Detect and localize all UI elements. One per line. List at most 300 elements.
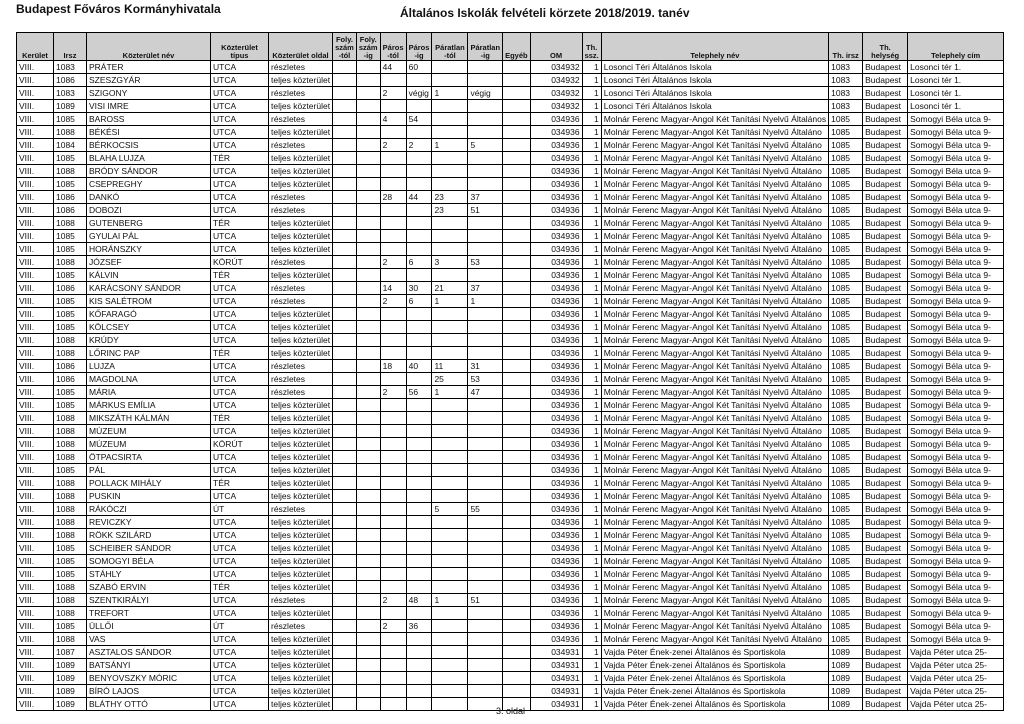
column-header: Th. ssz. xyxy=(582,33,601,61)
table-cell xyxy=(406,204,432,217)
table-cell: JÓZSEF xyxy=(87,256,211,269)
table-cell xyxy=(406,425,432,438)
table-cell xyxy=(380,659,406,672)
table-cell xyxy=(432,555,468,568)
table-cell xyxy=(356,282,380,295)
table-cell: 1085 xyxy=(829,503,863,516)
table-row xyxy=(17,74,1004,87)
table-cell xyxy=(333,503,357,516)
table-cell: TÉR xyxy=(211,217,269,230)
table-cell xyxy=(468,633,503,646)
table-cell: 034936 xyxy=(530,542,582,555)
table-cell xyxy=(468,568,503,581)
table-row xyxy=(17,360,1004,373)
table-cell: 1 xyxy=(432,295,468,308)
table-cell xyxy=(503,581,531,594)
table-cell: VIII. xyxy=(17,308,54,321)
table-cell xyxy=(380,555,406,568)
table-row xyxy=(17,412,1004,425)
table-cell: 1085 xyxy=(829,464,863,477)
table-cell: részletes xyxy=(269,61,333,74)
table-cell: Somogyi Béla utca 9- xyxy=(908,139,1004,152)
table-cell: Budapest xyxy=(863,698,908,711)
table-cell xyxy=(356,113,380,126)
table-row xyxy=(17,230,1004,243)
table-cell: VIII. xyxy=(17,113,54,126)
table-cell: VIII. xyxy=(17,425,54,438)
column-header: Th. helység xyxy=(863,33,908,61)
table-cell: 1 xyxy=(582,633,601,646)
table-cell: 034936 xyxy=(530,581,582,594)
table-cell: részletes xyxy=(269,139,333,152)
table-cell: UTCA xyxy=(211,594,269,607)
table-cell xyxy=(503,360,531,373)
table-cell xyxy=(468,490,503,503)
table-cell xyxy=(432,477,468,490)
table-cell xyxy=(333,269,357,282)
table-cell xyxy=(356,685,380,698)
table-cell: 54 xyxy=(406,113,432,126)
table-cell xyxy=(503,269,531,282)
table-cell xyxy=(356,334,380,347)
table-cell xyxy=(468,542,503,555)
table-cell: TÉR xyxy=(211,269,269,282)
table-cell: RÖKK SZILÁRD xyxy=(87,529,211,542)
table-cell: Budapest xyxy=(863,100,908,113)
table-cell: teljes közterület xyxy=(269,581,333,594)
table-cell xyxy=(432,529,468,542)
table-cell: VIII. xyxy=(17,490,54,503)
table-cell xyxy=(468,269,503,282)
table-cell: Somogyi Béla utca 9- xyxy=(908,464,1004,477)
table-cell xyxy=(503,451,531,464)
table-cell: 1 xyxy=(582,152,601,165)
table-cell: Vajda Péter utca 25- xyxy=(908,646,1004,659)
table-cell: VIII. xyxy=(17,191,54,204)
table-cell: TÉR xyxy=(211,152,269,165)
table-cell: teljes közterület xyxy=(269,490,333,503)
table-row xyxy=(17,646,1004,659)
table-cell: KÖLCSEY xyxy=(87,321,211,334)
district-table xyxy=(16,32,1004,711)
table-cell: 1 xyxy=(582,269,601,282)
table-cell: PÁL xyxy=(87,464,211,477)
table-cell: Budapest xyxy=(863,503,908,516)
table-cell: 1085 xyxy=(829,295,863,308)
table-cell xyxy=(356,477,380,490)
table-cell: Molnár Ferenc Magyar-Angol Két Tanítási Nyelvű Általáno xyxy=(601,399,828,412)
table-cell xyxy=(356,555,380,568)
table-cell: Budapest xyxy=(863,178,908,191)
table-cell: 1085 xyxy=(829,490,863,503)
table-cell: MIKSZÁTH KÁLMÁN xyxy=(87,412,211,425)
table-cell: 034936 xyxy=(530,152,582,165)
table-cell xyxy=(503,477,531,490)
table-cell: 1 xyxy=(582,126,601,139)
table-cell xyxy=(333,113,357,126)
table-cell xyxy=(406,373,432,386)
table-cell: TÉR xyxy=(211,581,269,594)
table-cell: 1088 xyxy=(54,633,87,646)
table-cell xyxy=(356,399,380,412)
table-cell: Molnár Ferenc Magyar-Angol Két Tanítási Nyelvű Általáno xyxy=(601,282,828,295)
table-cell xyxy=(380,100,406,113)
table-cell: GUTENBERG xyxy=(87,217,211,230)
table-cell: 1085 xyxy=(54,542,87,555)
table-cell xyxy=(406,659,432,672)
table-cell xyxy=(468,529,503,542)
table-cell xyxy=(503,61,531,74)
table-cell xyxy=(356,230,380,243)
table-cell: 1 xyxy=(582,607,601,620)
table-cell xyxy=(432,542,468,555)
table-cell: Budapest xyxy=(863,126,908,139)
table-cell: 1087 xyxy=(54,646,87,659)
table-cell: UTCA xyxy=(211,321,269,334)
table-cell: 2 xyxy=(380,139,406,152)
table-cell: ÚT xyxy=(211,503,269,516)
table-cell xyxy=(406,178,432,191)
table-cell: Somogyi Béla utca 9- xyxy=(908,607,1004,620)
table-cell: VIII. xyxy=(17,61,54,74)
table-cell: Budapest xyxy=(863,243,908,256)
table-cell: 1086 xyxy=(54,74,87,87)
table-cell: VIII. xyxy=(17,399,54,412)
table-cell xyxy=(356,607,380,620)
table-cell: 034936 xyxy=(530,204,582,217)
table-cell: 1 xyxy=(582,477,601,490)
table-cell xyxy=(333,61,357,74)
table-cell xyxy=(503,594,531,607)
table-cell xyxy=(432,464,468,477)
table-cell xyxy=(468,425,503,438)
table-cell: 1 xyxy=(582,581,601,594)
table-cell: 1089 xyxy=(54,685,87,698)
table-cell: Molnár Ferenc Magyar-Angol Két Tanítási Nyelvű Általáno xyxy=(601,620,828,633)
table-cell: 1 xyxy=(582,87,601,100)
table-cell: UTCA xyxy=(211,126,269,139)
table-cell xyxy=(503,503,531,516)
table-cell xyxy=(406,217,432,230)
table-cell: 1085 xyxy=(829,373,863,386)
table-cell: VIII. xyxy=(17,74,54,87)
table-cell xyxy=(468,516,503,529)
table-cell: 56 xyxy=(406,386,432,399)
table-cell: 034936 xyxy=(530,451,582,464)
table-cell xyxy=(333,243,357,256)
table-cell: 1 xyxy=(432,386,468,399)
table-cell: részletes xyxy=(269,620,333,633)
table-cell xyxy=(406,646,432,659)
table-cell: Budapest xyxy=(863,555,908,568)
table-cell: 1085 xyxy=(829,191,863,204)
table-cell: VIII. xyxy=(17,282,54,295)
table-cell: LŐRINC PAP xyxy=(87,347,211,360)
table-cell: Somogyi Béla utca 9- xyxy=(908,334,1004,347)
table-cell xyxy=(503,152,531,165)
table-cell: 1 xyxy=(582,438,601,451)
table-cell xyxy=(468,685,503,698)
table-cell: 1085 xyxy=(829,165,863,178)
table-cell xyxy=(380,438,406,451)
table-cell: UTCA xyxy=(211,100,269,113)
table-cell xyxy=(468,659,503,672)
table-cell: 1085 xyxy=(829,360,863,373)
table-cell: KÁLVIN xyxy=(87,269,211,282)
table-cell xyxy=(356,672,380,685)
table-cell xyxy=(468,438,503,451)
table-cell: 2 xyxy=(380,386,406,399)
table-cell: 2 xyxy=(380,295,406,308)
table-cell: 034932 xyxy=(530,61,582,74)
table-cell: SZENTKIRÁLYI xyxy=(87,594,211,607)
table-cell: ASZTALOS SÁNDOR xyxy=(87,646,211,659)
table-cell: 1085 xyxy=(829,256,863,269)
table-cell xyxy=(503,178,531,191)
table-cell xyxy=(356,620,380,633)
table-cell: 1085 xyxy=(829,152,863,165)
table-cell: Molnár Ferenc Magyar-Angol Két Tanítási Nyelvű Általános xyxy=(601,113,828,126)
table-cell: 034936 xyxy=(530,360,582,373)
table-cell: részletes xyxy=(269,594,333,607)
table-cell: részletes xyxy=(269,191,333,204)
table-cell: Budapest xyxy=(863,256,908,269)
table-cell xyxy=(356,295,380,308)
table-cell: Budapest xyxy=(863,230,908,243)
table-cell xyxy=(333,581,357,594)
table-cell: Losonci Téri Általános Iskola xyxy=(601,61,828,74)
table-cell: végig xyxy=(406,87,432,100)
table-cell: VIII. xyxy=(17,100,54,113)
table-row xyxy=(17,672,1004,685)
table-cell: Vajda Péter utca 25- xyxy=(908,672,1004,685)
table-cell: VIII. xyxy=(17,295,54,308)
table-row xyxy=(17,347,1004,360)
table-cell: Losonci Téri Általános Iskola xyxy=(601,87,828,100)
table-cell: 1085 xyxy=(829,347,863,360)
table-cell: Vajda Péter Ének-zenei Általános és Sportiskola xyxy=(601,646,828,659)
table-cell xyxy=(356,87,380,100)
table-cell: 1085 xyxy=(829,269,863,282)
table-cell xyxy=(356,659,380,672)
table-cell xyxy=(333,464,357,477)
table-cell: 1 xyxy=(582,256,601,269)
table-row xyxy=(17,165,1004,178)
table-cell: Somogyi Béla utca 9- xyxy=(908,451,1004,464)
table-cell: teljes közterület xyxy=(269,529,333,542)
table-cell: Somogyi Béla utca 9- xyxy=(908,204,1004,217)
table-row xyxy=(17,334,1004,347)
table-cell: 034936 xyxy=(530,490,582,503)
table-cell xyxy=(503,334,531,347)
table-cell: Somogyi Béla utca 9- xyxy=(908,633,1004,646)
table-cell: UTCA xyxy=(211,399,269,412)
table-cell: Somogyi Béla utca 9- xyxy=(908,308,1004,321)
table-cell: TÉR xyxy=(211,412,269,425)
table-row xyxy=(17,386,1004,399)
table-cell: Losonci tér 1. xyxy=(908,61,1004,74)
table-cell: 034936 xyxy=(530,607,582,620)
table-cell xyxy=(432,61,468,74)
table-cell: 034936 xyxy=(530,256,582,269)
column-header: Páros -ig xyxy=(406,33,432,61)
table-row xyxy=(17,607,1004,620)
table-cell: 1 xyxy=(582,412,601,425)
table-cell xyxy=(406,321,432,334)
table-cell: 1 xyxy=(432,87,468,100)
table-cell xyxy=(432,685,468,698)
table-cell: Budapest xyxy=(863,295,908,308)
table-cell: 1088 xyxy=(54,607,87,620)
table-cell: teljes közterület xyxy=(269,308,333,321)
table-cell: Somogyi Béla utca 9- xyxy=(908,412,1004,425)
table-cell: 1088 xyxy=(54,217,87,230)
table-cell xyxy=(503,672,531,685)
table-cell: VIII. xyxy=(17,659,54,672)
table-cell: VIII. xyxy=(17,139,54,152)
table-cell: 1 xyxy=(582,321,601,334)
table-cell xyxy=(406,399,432,412)
table-cell: 1085 xyxy=(54,243,87,256)
table-cell xyxy=(406,607,432,620)
table-cell: 18 xyxy=(380,360,406,373)
table-cell xyxy=(356,243,380,256)
table-cell: 1085 xyxy=(829,581,863,594)
table-cell: végig xyxy=(468,87,503,100)
table-cell: 1085 xyxy=(54,113,87,126)
table-cell xyxy=(380,269,406,282)
table-cell xyxy=(333,633,357,646)
table-cell: ÚT xyxy=(211,620,269,633)
table-cell: 60 xyxy=(406,61,432,74)
table-cell xyxy=(432,490,468,503)
table-cell xyxy=(333,386,357,399)
table-cell: 1 xyxy=(582,672,601,685)
table-row xyxy=(17,542,1004,555)
table-cell: Molnár Ferenc Magyar-Angol Két Tanítási Nyelvű Általáno xyxy=(601,334,828,347)
table-cell: Somogyi Béla utca 9- xyxy=(908,477,1004,490)
table-cell: 034936 xyxy=(530,412,582,425)
table-cell: Budapest xyxy=(863,659,908,672)
table-cell: 034936 xyxy=(530,529,582,542)
table-cell xyxy=(503,555,531,568)
table-cell: 1089 xyxy=(54,698,87,711)
table-cell xyxy=(356,100,380,113)
table-cell: 034931 xyxy=(530,646,582,659)
table-cell: 1088 xyxy=(54,490,87,503)
table-cell: teljes közterület xyxy=(269,217,333,230)
table-cell: DOBOZI xyxy=(87,204,211,217)
table-cell xyxy=(380,451,406,464)
table-cell: 1088 xyxy=(54,438,87,451)
table-cell xyxy=(356,126,380,139)
table-cell: VIII. xyxy=(17,516,54,529)
table-cell: 11 xyxy=(432,360,468,373)
table-cell: 034936 xyxy=(530,269,582,282)
table-cell xyxy=(406,412,432,425)
table-cell: Budapest xyxy=(863,412,908,425)
table-cell xyxy=(503,217,531,230)
table-row xyxy=(17,581,1004,594)
table-cell: 1085 xyxy=(54,399,87,412)
table-cell: 1 xyxy=(582,646,601,659)
table-cell: 1089 xyxy=(829,698,863,711)
table-cell: 6 xyxy=(406,295,432,308)
table-cell xyxy=(356,490,380,503)
table-row xyxy=(17,308,1004,321)
table-cell xyxy=(432,243,468,256)
organization-name: Budapest Főváros Kormányhivatala xyxy=(16,2,221,16)
table-cell xyxy=(432,620,468,633)
table-cell xyxy=(380,334,406,347)
table-cell xyxy=(468,178,503,191)
table-cell: 1085 xyxy=(829,516,863,529)
table-cell: Molnár Ferenc Magyar-Angol Két Tanítási Nyelvű Általáno xyxy=(601,412,828,425)
table-cell xyxy=(406,568,432,581)
table-cell: SZIGONY xyxy=(87,87,211,100)
table-cell xyxy=(356,360,380,373)
table-cell: BÉKÉSI xyxy=(87,126,211,139)
table-cell: UTCA xyxy=(211,178,269,191)
table-cell: teljes közterület xyxy=(269,152,333,165)
table-cell xyxy=(406,529,432,542)
table-cell xyxy=(503,516,531,529)
table-cell xyxy=(356,74,380,87)
table-cell xyxy=(356,256,380,269)
table-cell: 1085 xyxy=(54,555,87,568)
table-cell: VIII. xyxy=(17,529,54,542)
table-cell xyxy=(333,87,357,100)
table-cell xyxy=(432,100,468,113)
table-cell xyxy=(333,685,357,698)
table-cell: 1088 xyxy=(54,529,87,542)
table-cell: Molnár Ferenc Magyar-Angol Két Tanítási Nyelvű Általáno xyxy=(601,217,828,230)
table-cell: 1 xyxy=(582,464,601,477)
table-cell: UTCA xyxy=(211,386,269,399)
table-cell: 034936 xyxy=(530,503,582,516)
table-cell: 1085 xyxy=(829,308,863,321)
table-cell: VISI IMRE xyxy=(87,100,211,113)
table-cell: KIS SALÉTROM xyxy=(87,295,211,308)
table-cell: Budapest xyxy=(863,477,908,490)
table-cell: 1 xyxy=(582,529,601,542)
table-cell xyxy=(432,230,468,243)
table-cell xyxy=(406,542,432,555)
table-cell xyxy=(333,698,357,711)
table-cell xyxy=(333,373,357,386)
table-cell xyxy=(432,425,468,438)
table-cell: UTCA xyxy=(211,698,269,711)
table-cell xyxy=(333,217,357,230)
table-cell: 1085 xyxy=(829,386,863,399)
table-cell xyxy=(356,165,380,178)
table-cell xyxy=(432,451,468,464)
table-cell: 48 xyxy=(406,594,432,607)
table-cell xyxy=(503,230,531,243)
table-cell: 1085 xyxy=(54,568,87,581)
table-cell: teljes közterület xyxy=(269,100,333,113)
table-cell xyxy=(503,685,531,698)
table-cell: Budapest xyxy=(863,74,908,87)
table-cell: ÖTPACSIRTA xyxy=(87,451,211,464)
table-cell xyxy=(468,243,503,256)
table-cell: Molnár Ferenc Magyar-Angol Két Tanítási Nyelvű Általáno xyxy=(601,152,828,165)
table-cell: VIII. xyxy=(17,477,54,490)
table-cell: VIII. xyxy=(17,334,54,347)
table-cell xyxy=(406,334,432,347)
table-cell: 1085 xyxy=(829,529,863,542)
table-cell: 034932 xyxy=(530,100,582,113)
